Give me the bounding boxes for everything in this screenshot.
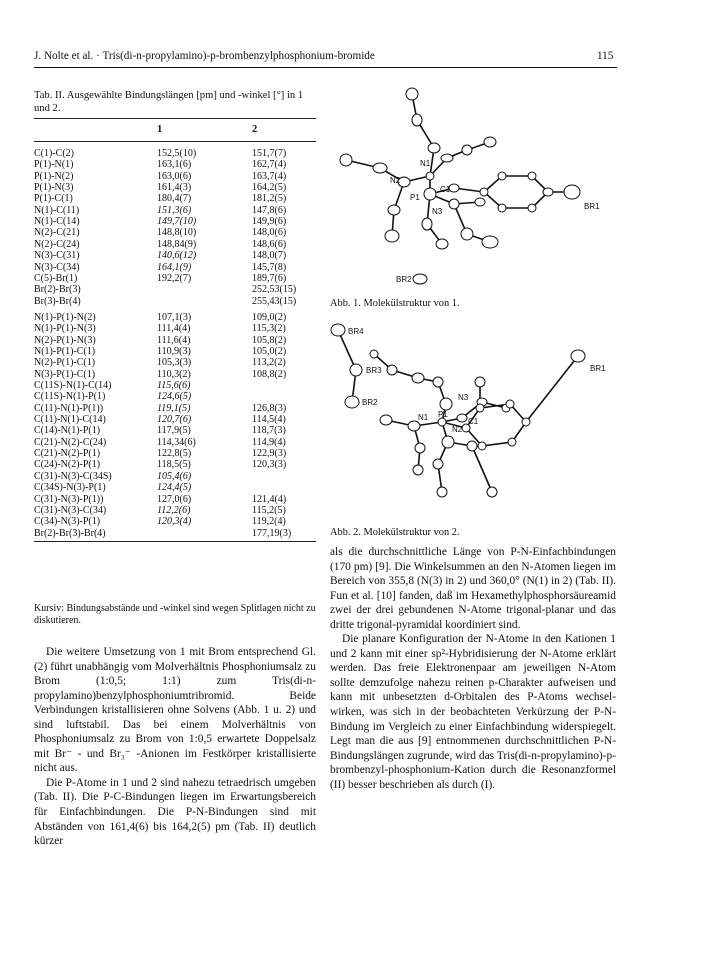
table-cell: 122,8(5) [157,448,192,460]
table-cell: 163,1(6) [157,159,192,171]
table-cell: 148,8(10) [157,227,197,239]
molecular-structure-figure-1 [322,84,618,296]
table-row [34,335,316,346]
table-cell: C(31)-N(3)-C(34) [34,504,107,516]
table-cell: 147,8(6) [252,204,287,216]
table-cell: 120,7(6) [157,414,192,426]
table-cell: 121,4(4) [252,493,287,505]
figure-1-caption: Abb. 1. Molekülstruktur von 1. [330,298,460,309]
table-cell: N(3)-P(1)-C(1) [34,368,96,380]
figure-2-caption: Abb. 2. Molekülstruktur von 2. [330,527,460,538]
table-row [34,312,316,323]
table-cell: 192,2(7) [157,272,192,284]
table-cell: 110,3(2) [157,368,191,380]
table-row [34,425,316,436]
table-cell: C(34S)-N(3)-P(1) [34,482,106,494]
table-cell: 114,5(4) [252,414,286,426]
table-row [34,482,316,493]
table-cell: 252,53(15) [252,284,297,296]
table-cell: 148,0(6) [252,227,287,239]
table-cell: C(21)-N(2)-C(24) [34,436,107,448]
table-cell: 145,7(8) [252,261,287,273]
table-row [34,437,316,448]
table-header-row [34,124,316,135]
table-row [34,516,316,527]
label-n3: N3 [432,207,443,216]
table-cell: 152,5(10) [157,148,197,159]
running-title: J. Nolte et al. · Tris(di-n-propylamino)-p-brombenzylphosphonium-bromide [34,50,375,62]
table-cell: C(14)-N(1)-P(1) [34,425,101,437]
table-row [34,391,316,402]
table-row [34,414,316,425]
table-cell: N(2)-C(24) [34,238,80,250]
label-n2: N2 [390,176,401,185]
table-row [34,403,316,414]
table-rule [34,541,316,542]
paragraph: Die planare Konfiguration der N-Atome in den Kationen 1 und 2 kann mit einer sp²-Hybridisierung der N-Atome erklärt werden. Das freie Elektronenpaar am jeweiligen N-Atom sollte demzufolge nahezu reinen p-Charakter aufweisen und kann mit unbesetzten d-Orbitalen des P-Atoms wechselwirken, was sich in der beobachteten Verkürzung der P-N-Bindung im Vergleich zu einer Einfachbindung widerspiegelt. Legt man die aus [9] entnommenen durchschnittlichen P-N-Bindungslängen zugrunde, wird das Tris(di-n-propylamino)-p-brombenzyl-phosphonium-Kation durch die Resonanzformel (II) besser beschrieben als durch (I). [330,633,616,791]
table-row [34,273,316,284]
table-cell: C(5)-Br(1) [34,272,78,284]
table-cell: 148,84(9) [157,238,197,250]
label-p1: P1 [438,410,448,419]
table-row [34,505,316,516]
table-row [34,471,316,482]
table-cell: C(1)-C(2) [34,148,74,159]
table-cell: 177,19(3) [252,527,292,539]
table-cell: C(31)-N(3)-P(1)) [34,493,104,505]
table-cell: N(1)-P(1)-N(2) [34,311,96,323]
table-cell: 112,2(6) [157,504,191,516]
table-cell: C(11)-N(1)-P(1)) [34,402,104,414]
table-cell: N(3)-C(34) [34,261,80,273]
table-row [34,193,316,204]
table-row [34,323,316,334]
table-cell: 119,2(4) [252,516,286,528]
right-column-text [330,545,616,792]
table-caption: Tab. II. Ausgewählte Bindungslängen [pm] und -winkel [°] in 1 und 2. [34,90,304,114]
label-br4: BR4 [348,327,364,336]
table-cell: 122,9(3) [252,448,287,460]
table-cell: 164,2(5) [252,182,287,194]
table-cell: 161,4(3) [157,182,192,194]
table-cell: 105,8(2) [252,334,287,346]
table-cell: C(31)-N(3)-C(34S) [34,470,112,482]
table-cell: 181,2(5) [252,193,287,205]
paragraph: Die P-Atome in 1 und 2 sind nahezu tetraedrisch umgeben (Tab. II). Die P-C-Bindungen liegen im Erwartungsbereich für Einfachbindungen. Die P-N-Bindungen sind mit Abständen von 161,4(6) bis 164,2(5) pm (Tab. II) deutlich kürzer [34,776,316,848]
column-header: 2 [252,124,258,135]
table-cell: 180,4(7) [157,193,192,205]
table-cell: 115,3(2) [252,323,286,335]
label-n1: N1 [418,413,429,422]
label-c1: C1 [468,417,479,426]
table-row [34,380,316,391]
table-cell: 118,7(3) [252,425,286,437]
table-cell: N(2)-P(1)-C(1) [34,357,96,369]
table-rule [34,118,316,119]
table-row [34,528,316,539]
table-cell: N(1)-P(1)-N(3) [34,323,96,335]
table-cell: N(1)-P(1)-C(1) [34,345,96,357]
table-cell: C(24)-N(2)-P(1) [34,459,101,471]
left-column-text [34,645,316,849]
table-cell: 255,43(15) [252,295,297,307]
table-cell: P(1)-N(3) [34,182,74,194]
table-row [34,262,316,273]
table-cell: 120,3(3) [252,459,287,471]
table-cell: 162,7(4) [252,159,287,171]
table-cell: 126,8(3) [252,402,287,414]
table-cell: 114,9(4) [252,436,286,448]
table-cell: 111,6(4) [157,334,191,346]
table-cell: 109,0(2) [252,311,287,323]
table-row [34,284,316,295]
table-cell: 149,9(6) [252,216,287,228]
table-row [34,239,316,250]
table-cell: Br(3)-Br(4) [34,295,81,307]
table-cell: C(11)-N(1)-C(14) [34,414,106,426]
molecular-structure-figure-2 [322,322,618,522]
table-row [34,369,316,380]
table-cell: 140,6(12) [157,250,197,262]
table-cell: 119,1(5) [157,402,191,414]
table-cell: N(1)-C(14) [34,216,80,228]
label-n1: N1 [420,159,431,168]
label-p1: P1 [410,193,420,202]
table-footnote: Kursiv: Bindungsabstände und -winkel sind wegen Splitlagen nicht zu diskutieren. [34,603,316,626]
table-row [34,171,316,182]
table-cell: 164,1(9) [157,261,192,273]
table-cell: P(1)-N(1) [34,159,74,171]
table-cell: Br(2)-Br(3)-Br(4) [34,527,106,539]
table-cell: 124,6(5) [157,391,192,403]
table-row [34,357,316,368]
paragraph: Die weitere Umsetzung von 1 mit Brom entsprechend Gl.(2) führt unabhängig vom Molverhältnis Phosphoniumsalz zu Brom (1:0,5; 1:1) zum Tris(di-n-propylamino)benzylphosphoniumtribromid. Beide Verbindungen kristallisieren ohne Solvens (Abb. 1 u. 2) und sind luftstabil. Das bei einem Molverhältnis von Phosphoniumsalz zu Brom von 1:0,5 erwartete Doppelsalz mit Br⁻ - und Br₃⁻ -Anionen im Festkörper kristallisierte nicht aus. [34,646,316,775]
table-cell: C(34)-N(3)-P(1) [34,516,101,528]
column-header: 1 [157,124,163,135]
table-row [34,148,316,159]
table-row [34,459,316,470]
table-cell: P(1)-N(2) [34,170,74,182]
table-cell: 151,3(6) [157,204,192,216]
table-cell: 127,0(6) [157,493,192,505]
table-cell: 108,8(2) [252,368,287,380]
table-cell: N(1)-C(11) [34,204,80,216]
table-cell: 114,34(6) [157,436,196,448]
label-br2: BR2 [396,275,412,284]
table-cell: 113,2(2) [252,357,286,369]
label-br3: BR3 [366,366,382,375]
table-rule [34,141,316,142]
table-cell: 148,6(6) [252,238,287,250]
table-cell: C(21)-N(2)-P(1) [34,448,101,460]
table-cell: 110,9(3) [157,345,191,357]
table-cell: 124,4(5) [157,482,192,494]
table-row [34,159,316,170]
table-row [34,182,316,193]
table-cell: N(3)-C(31) [34,250,80,262]
table-cell: 105,4(6) [157,470,192,482]
table-cell: 118,5(5) [157,459,191,471]
table-cell: 148,0(7) [252,250,287,262]
table-row [34,448,316,459]
table-row [34,346,316,357]
table-cell: 151,7(7) [252,148,287,159]
table-cell: 115,2(5) [252,504,286,516]
table-row [34,296,316,307]
table-cell: 107,1(3) [157,311,192,323]
label-br1: BR1 [590,364,606,373]
table-cell: 105,3(3) [157,357,192,369]
table-cell: 163,0(6) [157,170,192,182]
header-rule [34,67,617,68]
table-row [34,494,316,505]
table-cell: 117,9(5) [157,425,191,437]
label-n2: N2 [452,425,463,434]
table-cell: 120,3(4) [157,516,192,528]
table-row [34,250,316,261]
table-cell: 149,7(10) [157,216,197,228]
table-row [34,216,316,227]
page-number: 115 [597,50,614,62]
label-c1: C1 [440,185,451,194]
table-cell: N(2)-C(21) [34,227,80,239]
table-row [34,227,316,238]
table-cell: C(11S)-N(1)-C(14) [34,380,112,391]
label-n3: N3 [458,393,469,402]
label-br2: BR2 [362,398,378,407]
label-br1: BR1 [584,202,600,211]
table-row [34,205,316,216]
table-cell: 115,6(6) [157,380,191,391]
table-cell: C(11S)-N(1)-P(1) [34,391,106,403]
table-cell: 105,0(2) [252,345,287,357]
table-cell: 111,4(4) [157,323,191,335]
table-cell: 189,7(6) [252,272,287,284]
paragraph: als die durchschnittliche Länge von P-N-Einfachbindungen (170 pm) [9]. Die Winkelsummen an den N-Atomen liegen im Bereich von 355,8 (N(3) in 2) und 360,0° (N(1) in 2) (Tab. II). Fun et al. [10] fanden, daß im Hexamethylphosphorsäureamid zwei der drei gebundenen N-Atome trigonal-planar und das dritte trigonal-pyramidal koordiniert sind. [330,546,616,631]
table-cell: 163,7(4) [252,170,287,182]
table-cell: Br(2)-Br(3) [34,284,81,296]
table-cell: N(2)-P(1)-N(3) [34,334,96,346]
table-cell: P(1)-C(1) [34,193,73,205]
